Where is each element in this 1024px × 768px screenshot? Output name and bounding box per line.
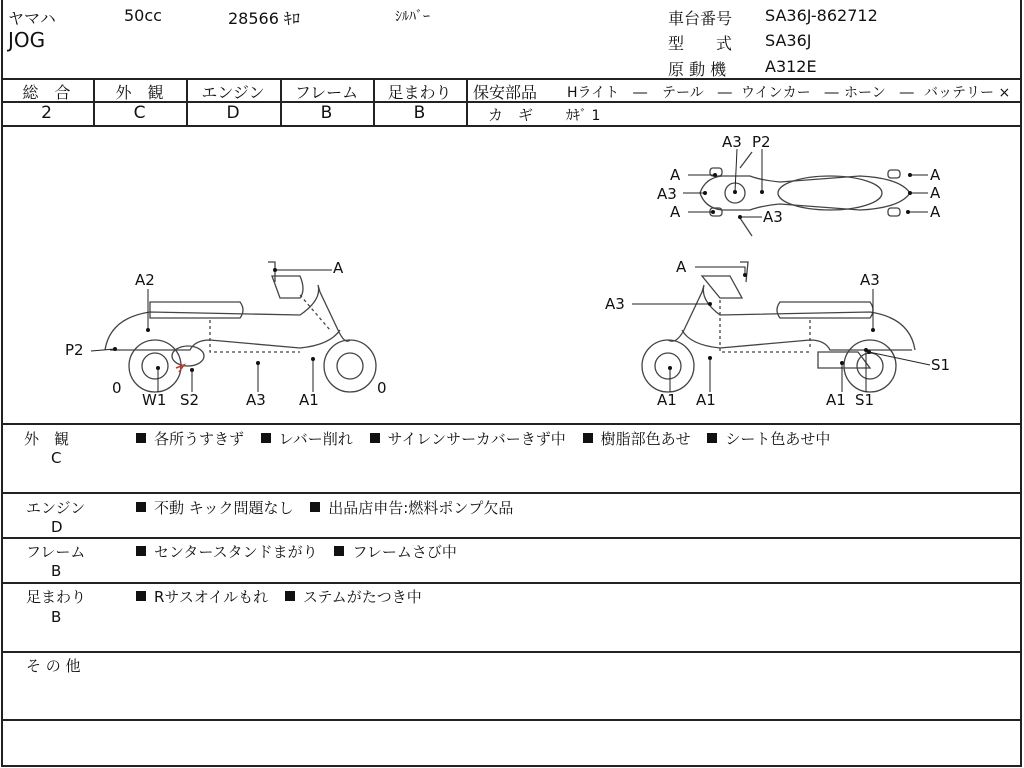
remark-items-engine: 不動 キック問題なし 出品店申告:燃料ポンプ欠品 (136, 497, 525, 518)
type-value: SA36J (765, 31, 812, 50)
divider (1, 423, 1022, 425)
bullet-icon (136, 433, 146, 443)
top-label: A (930, 203, 941, 221)
remark-items-suspension: Rサスオイルもれ ステムがたつき中 (136, 586, 434, 607)
right-label: A1 (657, 391, 677, 409)
left-label: 0 (377, 379, 387, 397)
left-label: A3 (246, 391, 266, 409)
divider (1, 582, 1022, 584)
frame-no: SA36J-862712 (765, 6, 878, 25)
remark-label-suspension: 足まわり (26, 588, 87, 606)
grade-value-engine: D (226, 103, 240, 123)
engine-label: 原 動 機 (668, 60, 727, 79)
grade-label-frame: フレーム (294, 83, 359, 102)
displacement: 50cc (124, 6, 162, 25)
grade-label-exterior: 外 観 (115, 83, 164, 102)
bullet-icon (707, 433, 717, 443)
engine-value: A312E (765, 57, 817, 76)
remark-label-engine: エンジン (26, 499, 86, 517)
remark-grade-suspension: B (51, 608, 62, 626)
safety-winker: ウインカー ― (741, 85, 839, 101)
left-label: 0 (112, 379, 122, 397)
left-label: W1 (142, 391, 167, 409)
remark-label-other: そ の 他 (26, 657, 81, 675)
bullet-icon (370, 433, 380, 443)
grade-value-suspension: B (413, 103, 426, 123)
left-label: A2 (135, 271, 155, 289)
bullet-icon (334, 546, 344, 556)
remark-grade-frame: B (51, 562, 62, 580)
left-label: P2 (65, 341, 84, 359)
grade-label-suspension: 足まわり (387, 83, 452, 102)
top-label: A (670, 203, 681, 221)
maker: ヤマハ (8, 9, 56, 28)
mileage: 28566 ｷﾛ (228, 9, 300, 28)
remark-label-exterior: 外 観 (24, 430, 70, 448)
divider (1, 719, 1022, 721)
right-label: A (676, 258, 687, 276)
bullet-icon (136, 546, 146, 556)
bullet-icon (583, 433, 593, 443)
color: ｼﾙﾊﾞｰ (395, 9, 430, 25)
divider (466, 78, 468, 126)
divider (1, 492, 1022, 494)
top-label: A (930, 166, 941, 184)
divider (1, 537, 1022, 539)
safety-label: 保安部品 (473, 83, 538, 102)
grade-value-exterior: C (133, 103, 146, 123)
bullet-icon (285, 591, 295, 601)
safety-taillight: テール ― (662, 85, 732, 101)
right-label: A1 (696, 391, 716, 409)
type-label: 型 式 (668, 34, 733, 53)
left-label: A (333, 259, 344, 277)
right-label: S1 (855, 391, 875, 409)
frame-no-label: 車台番号 (668, 9, 733, 28)
remark-grade-exterior: C (51, 449, 62, 467)
bullet-icon (310, 502, 320, 512)
top-label: A3 (763, 208, 783, 226)
safety-horn: ホーン ― (844, 85, 914, 101)
right-label: A3 (860, 271, 880, 289)
grade-value-frame: B (320, 103, 333, 123)
right-label: A3 (605, 295, 625, 313)
left-label: A1 (299, 391, 319, 409)
bullet-icon (136, 502, 146, 512)
model-name: JOG (8, 28, 46, 52)
left-label: S2 (180, 391, 200, 409)
divider (1, 651, 1022, 653)
top-label: A (670, 166, 681, 184)
top-label: P2 (752, 133, 771, 151)
grade-value-total: 2 (41, 103, 52, 123)
remark-grade-engine: D (51, 518, 63, 536)
remark-items-frame: センタースタンドまがり フレームさび中 (136, 541, 469, 562)
key-value: ｶｷﾞ 1 (566, 108, 601, 124)
safety-headlight: Hライト ― (567, 85, 648, 101)
top-label: A (930, 184, 941, 202)
scooter-diagrams (0, 126, 1020, 422)
safety-battery: バッテリー × (924, 85, 1011, 101)
grade-label-engine: エンジン (201, 83, 265, 102)
remark-label-frame: フレーム (26, 543, 86, 561)
right-label: S1 (931, 356, 951, 374)
key-label: カ ギ (488, 106, 534, 124)
bullet-icon (261, 433, 271, 443)
right-label: A1 (826, 391, 846, 409)
top-label: A3 (722, 133, 742, 151)
top-view-drawing (700, 152, 910, 236)
grade-label-total: 総 合 (22, 83, 71, 102)
remark-items-exterior: 各所うすきず レバー削れ サイレンサーカバーきず中 樹脂部色あせ シート色あせ中 (136, 428, 842, 449)
bullet-icon (136, 591, 146, 601)
top-label: A3 (657, 185, 677, 203)
